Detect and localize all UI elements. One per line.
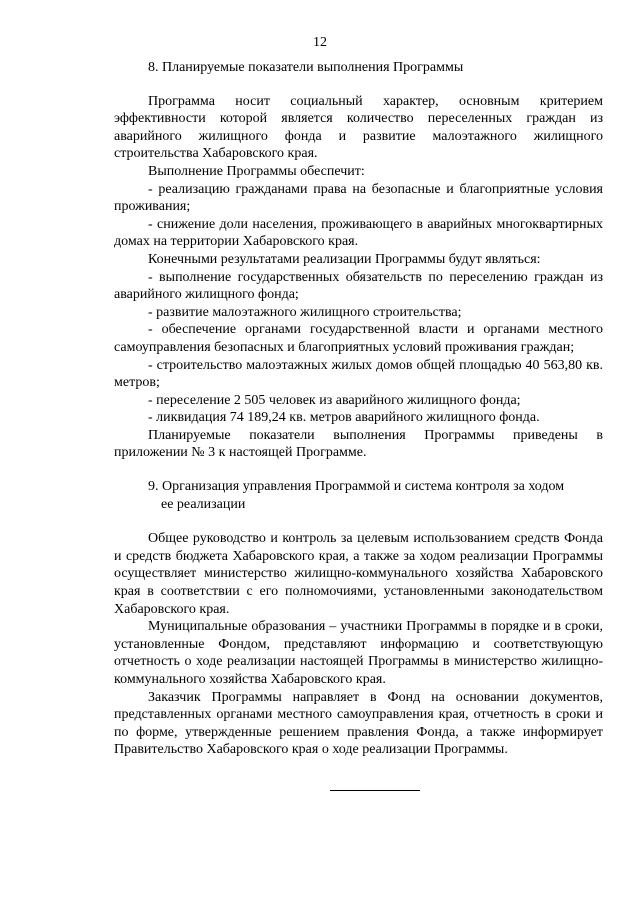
list-item: - выполнение государственных обязательств по переселению граждан из аварийного жилищного фонда; [114,269,603,303]
list-item: - развитие малоэтажного жилищного строительства; [148,304,462,320]
paragraph: Планируемые показатели выполнения Программы приведены в приложении № 3 к настоящей Программе. [114,427,603,461]
page-number: 12 [313,35,327,50]
list-item: - ликвидация 74 189,24 кв. метров аварийного жилищного фонда. [148,410,540,426]
section-9-heading-line-2: ее реализации [161,496,246,512]
section-9-heading-line-1: 9. Организация управления Программой и система контроля за ходом [148,479,565,495]
paragraph: Выполнение Программы обеспечит: [148,163,365,179]
paragraph: Муниципальные образования – участники Программы в порядке и в сроки, установленные Фондом, представляют информацию и соответствующую отчетность о ходе реализации настоящей Программы в министерство жилищно-коммунального хозяйства Хабаровского края. [114,619,603,687]
closing-rule [330,790,420,791]
section-9-heading [114,478,603,513]
section-8-heading: 8. Планируемые показатели выполнения Программы [148,60,464,75]
document-body [114,59,603,759]
list-item: - реализацию гражданами права на безопасные и благоприятные условия проживания; [114,181,603,215]
list-item: - снижение доли населения, проживающего в аварийных многоквартирных домах на территории Хабаровского края. [114,216,603,250]
paragraph: Общее руководство и контроль за целевым использованием средств Фонда и средств бюджета Хабаровского края, а также за ходом реализации Программы осуществляет министерство жилищно-коммунального хозяйства Хабаровского края в соответствии с его полномочиями, установленными законодательством Хабаровского края. [114,531,603,617]
list-item: - строительство малоэтажных жилых домов общей площадью 40 563,80 кв. метров; [114,357,603,391]
list-item: - обеспечение органами государственной власти и органами местного самоуправления безопасных и благоприятных условий проживания граждан; [114,322,603,355]
paragraph: Конечными результатами реализации Программы будут являться: [148,251,541,267]
paragraph: Программа носит социальный характер, основным критерием эффективности которой является количество переселенных граждан из аварийного жилищного фонда и развитие малоэтажного жилищного строительства Хабаровского края. [114,93,603,162]
paragraph: Заказчик Программы направляет в Фонд на основании документов, представленных органами местного самоуправления края, отчетность в сроки и по форме, утвержденные решением правления Фонда, а также информирует Правительство Хабаровского края о ходе реализации Программы. [114,689,603,758]
list-item: - переселение 2 505 человек из аварийного жилищного фонда; [148,392,521,408]
